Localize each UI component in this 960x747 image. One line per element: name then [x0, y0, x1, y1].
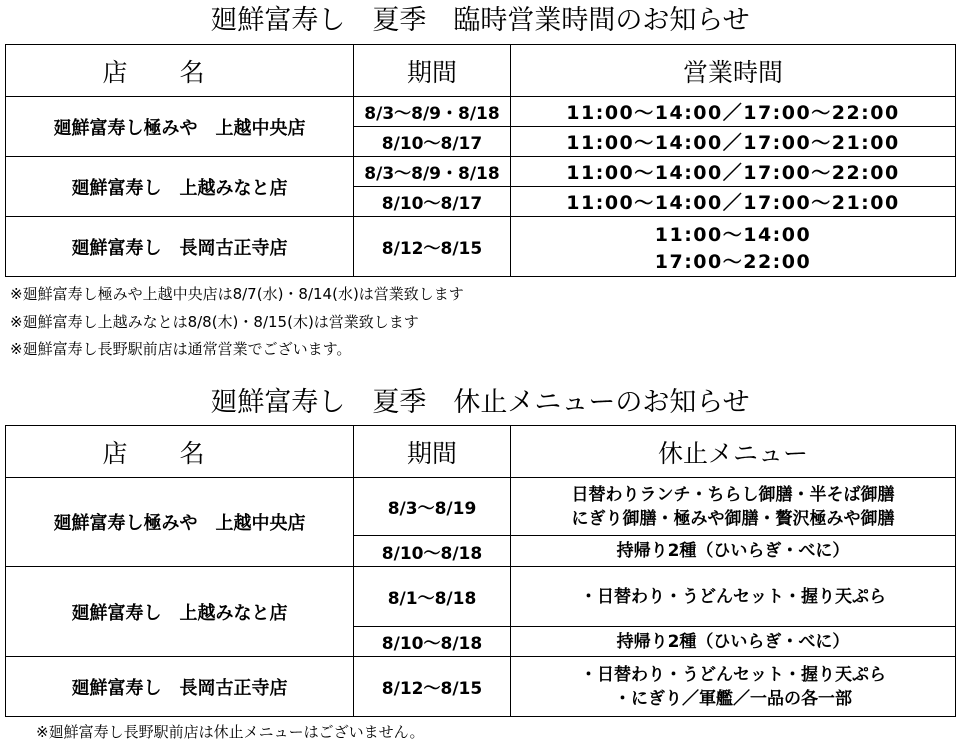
period-cell: 8/3～8/9・8/18 [354, 97, 511, 127]
hours-line: 11:00～14:00 [654, 223, 812, 246]
menu-cell [511, 567, 956, 627]
hours-table [5, 44, 956, 277]
menu-line: 持帰り2種（ひいらぎ・べに） [616, 631, 850, 652]
hours-cell: 11:00～14:00／17:00～21:00 [511, 127, 956, 157]
hours-cell: 11:00～14:00／17:00～22:00 [511, 157, 956, 187]
header-store: 店名 [6, 426, 354, 478]
menu-line: 日替わりランチ・ちらし御膳・半そば御膳 [571, 484, 895, 505]
note-line: ※廻鮮富寿し極みや上越中央店は8/7(水)・8/14(水)は営業致します [10, 285, 464, 303]
table-row [6, 567, 956, 627]
period-cell: 8/10～8/17 [354, 127, 511, 157]
menu-line: 持帰り2種（ひいらぎ・べに） [616, 541, 850, 561]
note-line: ※廻鮮富寿し上越みなとは8/8(木)・8/15(木)は営業致します [10, 313, 419, 331]
menu-cell [511, 657, 956, 717]
menu-cell [511, 478, 956, 536]
menu-cell [511, 627, 956, 657]
hours-cell [511, 217, 956, 277]
store-name: 廻鮮富寿し 上越みなと店 [6, 157, 354, 217]
hours-notice-title: 廻鮮富寿し 夏季 臨時営業時間のお知らせ [210, 5, 750, 36]
period-cell: 8/12～8/15 [354, 657, 511, 717]
note-line: ※廻鮮富寿し長野駅前店は通常営業でございます。 [10, 340, 352, 358]
hours-cell: 11:00～14:00／17:00～21:00 [511, 187, 956, 217]
header-period: 期間 [354, 45, 511, 97]
period-cell: 8/10～8/18 [354, 627, 511, 657]
period-cell: 8/10～8/17 [354, 187, 511, 217]
store-name: 廻鮮富寿し 長岡古正寺店 [6, 657, 354, 717]
note-line: ※廻鮮富寿し長野駅前店は休止メニューはございません。 [36, 723, 425, 741]
store-name: 廻鮮富寿し極みや 上越中央店 [6, 478, 354, 567]
menu-line: ・にぎり／軍艦／一品の各一部 [614, 688, 852, 709]
hours-line: 17:00～22:00 [654, 250, 812, 273]
menu-line: ・日替わり・うどんセット・握り天ぷら [580, 586, 886, 607]
table-header-row [6, 426, 956, 478]
table-row [6, 478, 956, 536]
hours-cell: 11:00～14:00／17:00～22:00 [511, 97, 956, 127]
header-hours: 営業時間 [511, 45, 956, 97]
period-cell: 8/3～8/19 [354, 478, 511, 536]
table-row [6, 157, 956, 187]
table-header-row [6, 45, 956, 97]
table-row [6, 217, 956, 277]
header-menu: 休止メニュー [511, 426, 956, 478]
menu-line: ・日替わり・うどんセット・握り天ぷら [580, 664, 886, 685]
period-cell: 8/3～8/9・8/18 [354, 157, 511, 187]
menu-line: にぎり御膳・極みや御膳・贅沢極みや御膳 [571, 508, 895, 529]
period-cell: 8/10～8/18 [354, 536, 511, 567]
menu-cell [511, 536, 956, 567]
header-store: 店名 [6, 45, 354, 97]
table-row [6, 97, 956, 127]
store-name: 廻鮮富寿し 上越みなと店 [6, 567, 354, 657]
table-row [6, 657, 956, 717]
menu-table [5, 425, 956, 717]
period-cell: 8/1～8/18 [354, 567, 511, 627]
menu-notice-title: 廻鮮富寿し 夏季 休止メニューのお知らせ [210, 387, 750, 418]
period-cell: 8/12～8/15 [354, 217, 511, 277]
store-name: 廻鮮富寿し極みや 上越中央店 [6, 97, 354, 157]
header-period: 期間 [354, 426, 511, 478]
store-name: 廻鮮富寿し 長岡古正寺店 [6, 217, 354, 277]
